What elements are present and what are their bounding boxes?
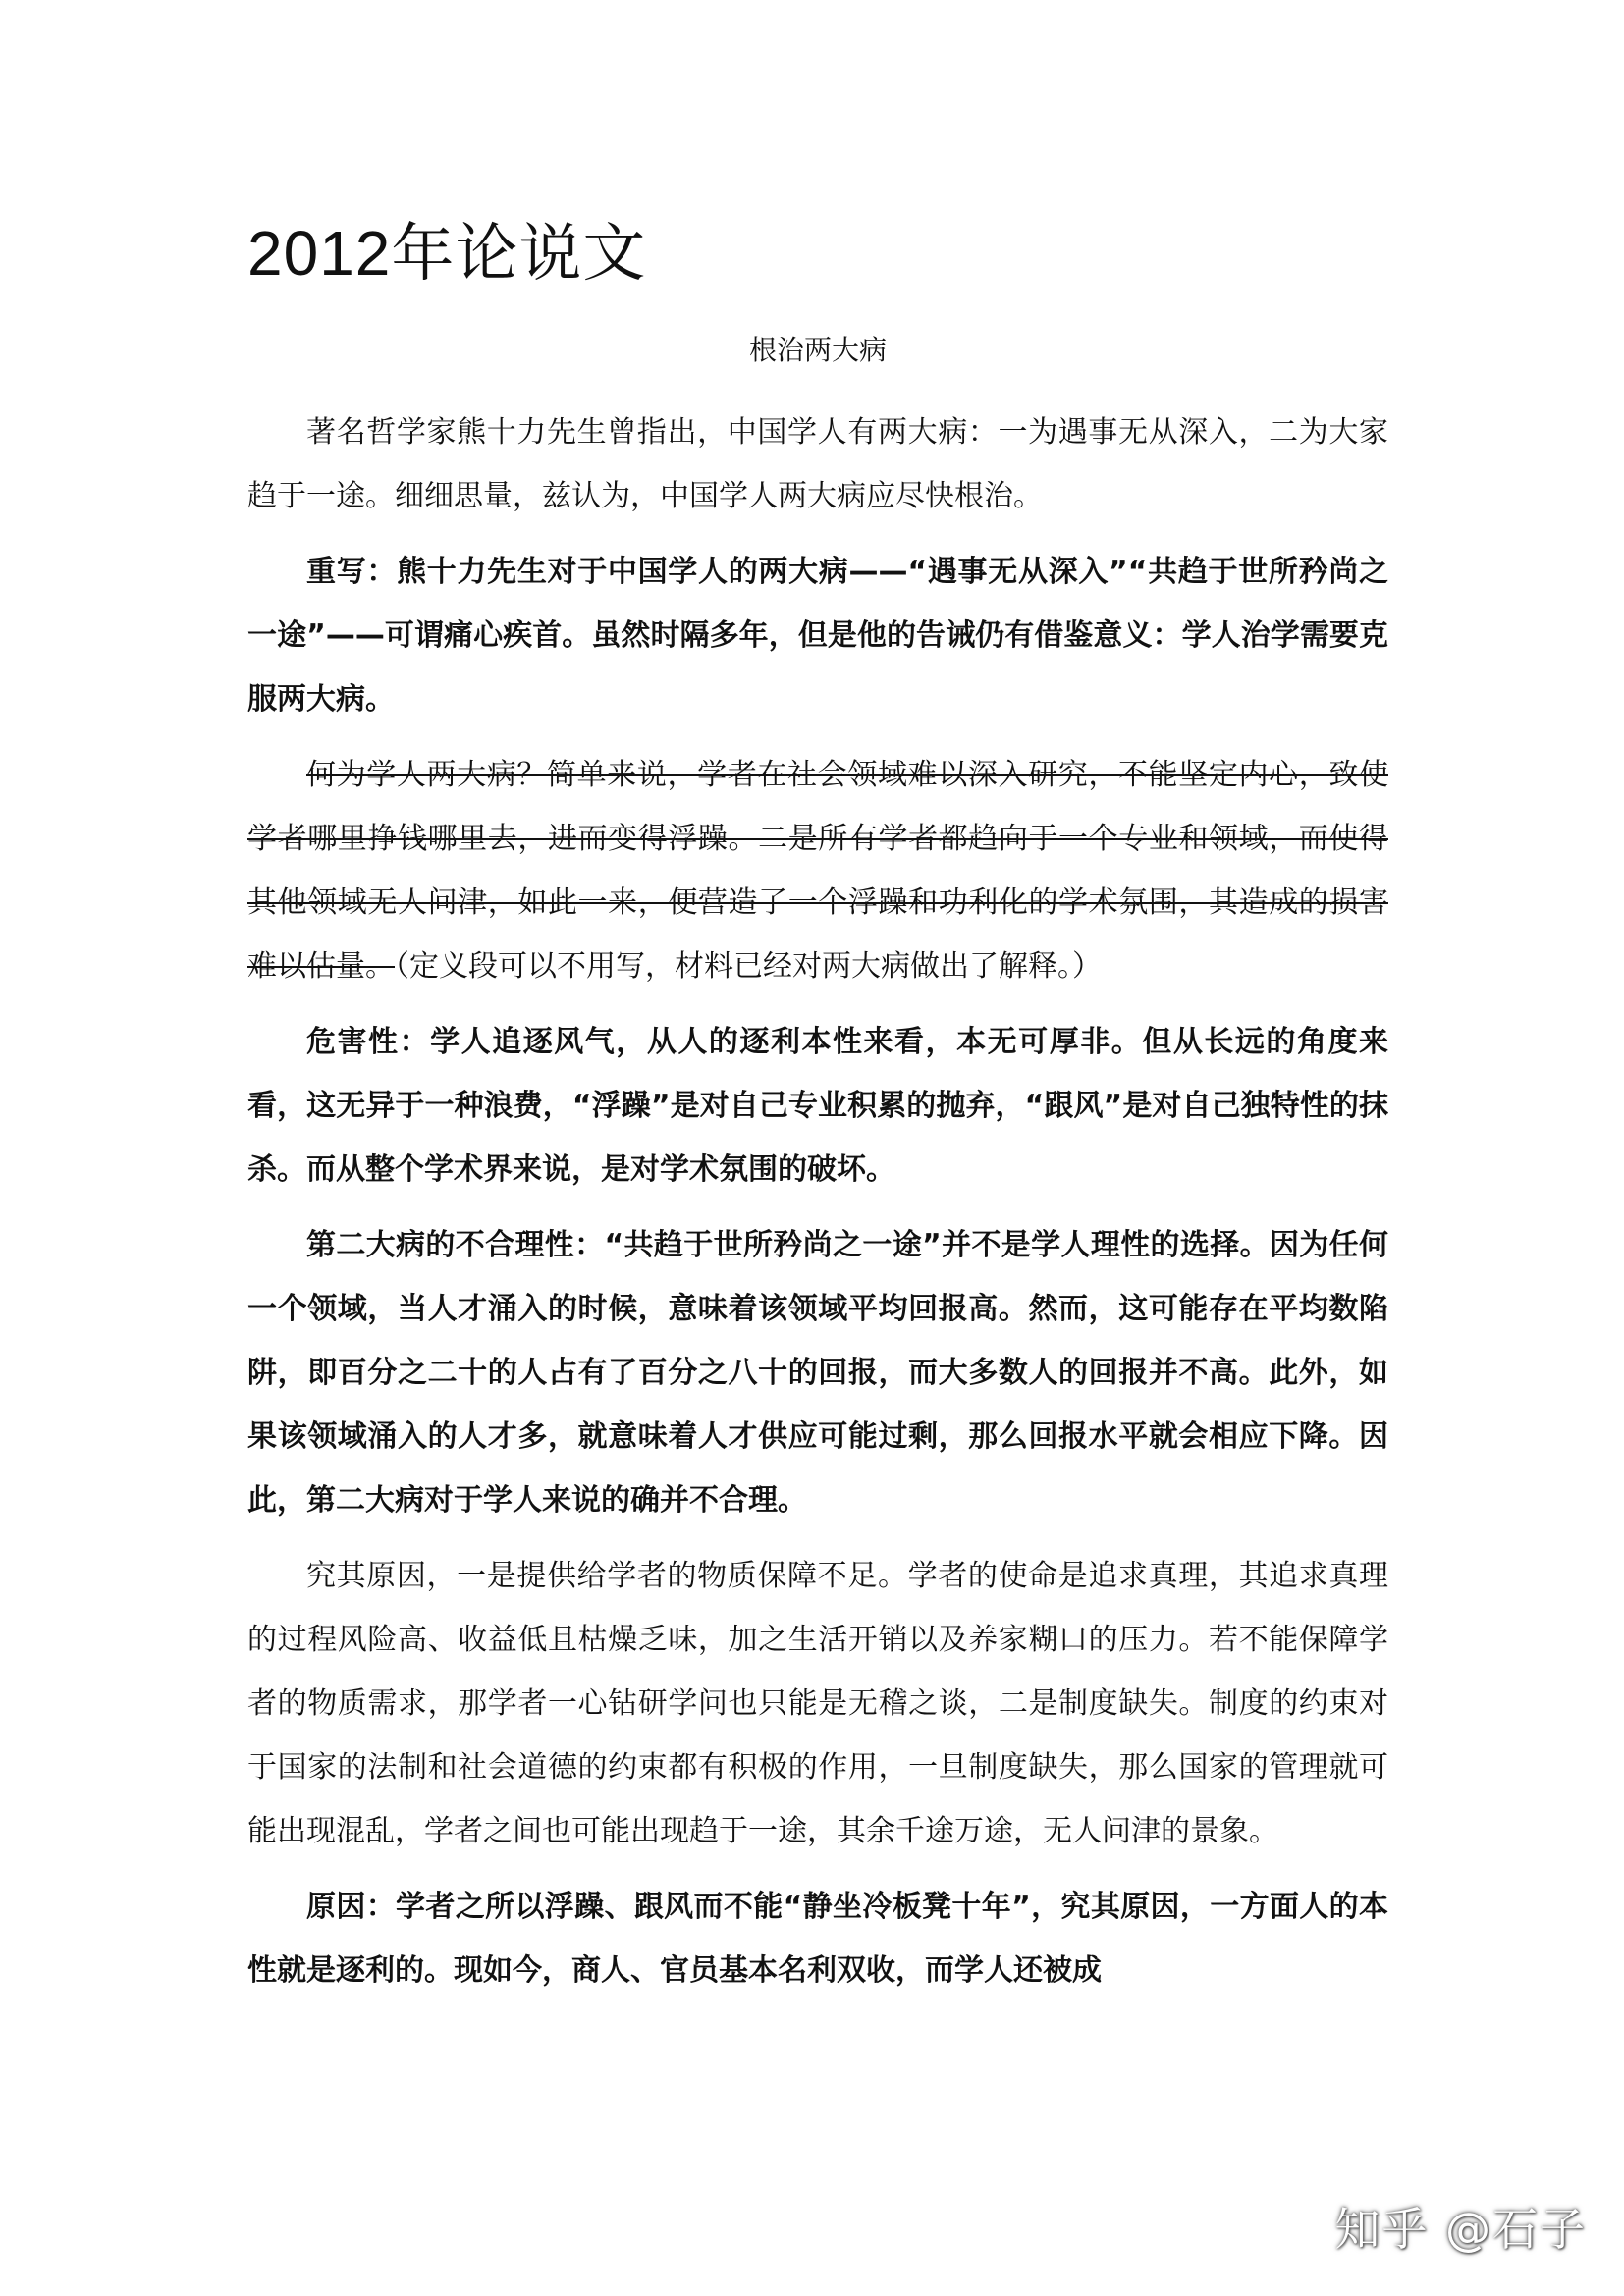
- paragraph-rewrite: 重写：熊十力先生对于中国学人的两大病——“遇事无从深入”“共趋于世所矜尚之一途”——可谓痛心疾首。虽然时隔多年，但是他的告诫仍有借鉴意义：学人治学需要克服两大病。: [247, 554, 1388, 717]
- paragraph-reasons: 原因：学者之所以浮躁、跟风而不能“静坐冷板凳十年”，究其原因，一方面人的本性就是逐利的。现如今，商人、官员基本名利双收，而学人还被成: [247, 1889, 1388, 1988]
- editor-note: （定义段可以不用写，材料已经对两大病做出了解释。）: [395, 948, 1102, 984]
- paragraph-harm: 危害性：学人追逐风气，从人的逐利本性来看，本无可厚非。但从长远的角度来看，这无异于一种浪费，“浮躁”是对自己专业积累的抛弃，“跟风”是对自己独特性的抹杀。而从整个学术界来说，是对学术氛围的破坏。: [247, 1024, 1388, 1187]
- paragraph-causes: 究其原因，一是提供给学者的物质保障不足。学者的使命是追求真理，其追求真理的过程风险高、收益低且枯燥乏味，加之生活开销以及养家糊口的压力。若不能保障学者的物质需求，那学者一心钻研学问也只能是无稽之谈，二是制度缺失。制度的约束对于国家的法制和社会道德的约束都有积极的作用，一旦制度缺失，那么国家的管理就可能出现混乱，学者之间也可能出现趋于一途，其余千途万途，无人问津的景象。: [247, 1558, 1388, 1848]
- document-title: 2012年论说文: [247, 218, 647, 289]
- document-page: [247, 216, 1388, 2014]
- watermark: 知乎 @石子: [1334, 2203, 1587, 2256]
- paragraph-intro: 著名哲学家熊十力先生曾指出，中国学人有两大病：一为遇事无从深入，二为大家趋于一途。细细思量，兹认为，中国学人两大病应尽快根治。: [247, 414, 1388, 513]
- essay-title: 根治两大病: [748, 333, 887, 366]
- paragraph-definition: [247, 743, 1388, 998]
- struck-text: 何为学人两大病？简单来说，学者在社会领域难以深入研究，不能坚定内心，致使学者哪里挣钱哪里去，进而变得浮躁。二是所有学者都趋向于一个专业和领域，而使得其他领域无人问津，如此一来，便营造了一个浮躁和功利化的学术氛围，其造成的损害难以估量。: [247, 757, 1388, 984]
- paragraph-irrationality: 第二大病的不合理性：“共趋于世所矜尚之一途”并不是学人理性的选择。因为任何一个领域，当人才涌入的时候，意味着该领域平均回报高。然而，这可能存在平均数陷阱，即百分之二十的人占有了百分之八十的回报，而大多数人的回报并不高。此外，如果该领域涌入的人才多，就意味着人才供应可能过剩，那么回报水平就会相应下降。因此，第二大病对于学人来说的确并不合理。: [247, 1227, 1388, 1518]
